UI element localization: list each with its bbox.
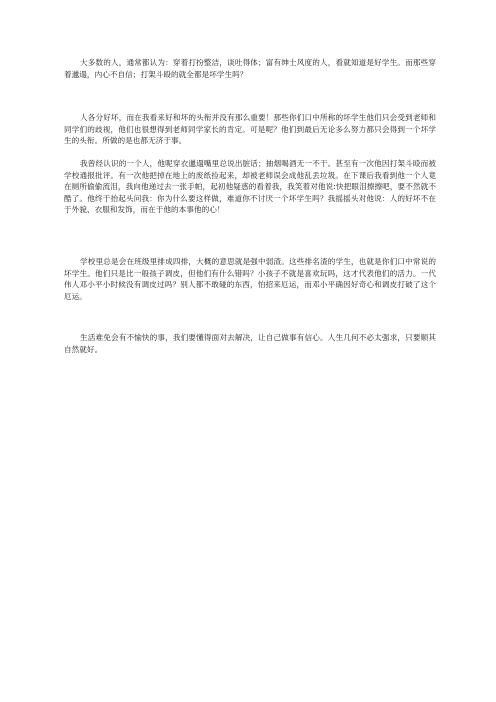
paragraph-1: 大多数的人，通常都认为：穿着打扮整洁，谈吐得体；富有绅士风度的人，看就知道是好学生。而那些穿着邋遢，内心不自信；打架斗殴的就全都是坏学生吗？ [64,58,436,79]
paragraph-3: 我曾经认识的一个人，他呢穿衣邋遢嘴里总说出脏话；抽烟喝酒无一不干。甚至有一次他因打架斗殴而被学校通报批评。有一次他把掉在地上的废纸捡起来，却被老师误会成他乱丢垃圾。在下课后我看到他一个人竟在厕所偷偷流泪，我向他递过去一张手帕，起初他疑惑的看着我，我笑着对他说:快把眼泪擦擦吧，要不然就不酷了。他终于抬起头问我：你为什么要这样做，难道你不讨厌一个坏学生吗？我摇摇头对他说：人的好坏不在于外貌、衣服和发饰，而在于他的本事他的心！ [64,159,436,215]
paragraph-4: 学校里总是会在班级里排成四排，大概的意思就是强中弱渣。这些排名渣的学生，也就是你们口中常说的坏学生。他们只是比一般孩子调皮，但他们有什么错吗？小孩子不就是喜欢玩吗，这才代表他们的活力。一代伟人邓小平小时候没有调皮过吗？别人都不敢碰的东西，怕招来厄运，而邓小平确因好奇心和调皮打破了这个厄运。 [64,257,436,301]
paragraph-2: 人各分好坏，而在我看来好和坏的头衔并没有那么重要！那些你们口中所称的坏学生他们只会受到老师和同学们的歧视，他们也很想得到老师同学家长的肯定。可是呢？他们到最后无论多么努力都只会得到一个坏学生的头衔。所做的是也都无济于事。 [64,113,436,146]
paragraph-5: 生活难免会有不愉快的事，我们要懂得面对去解决，让自己做事有信心。人生几何不必太强求，只要顺其自然就好。 [64,333,436,354]
